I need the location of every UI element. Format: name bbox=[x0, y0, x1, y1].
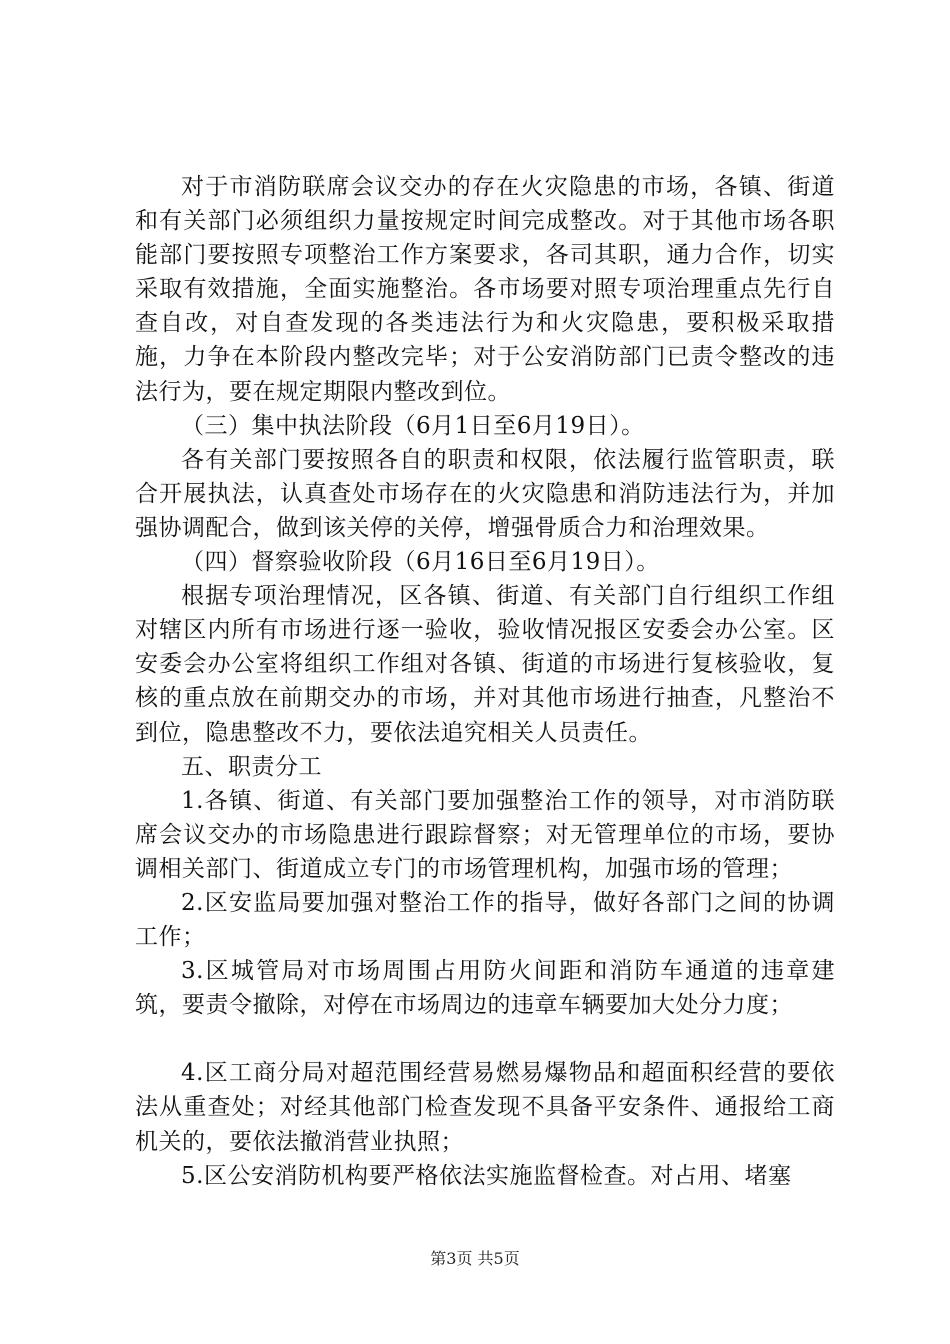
paragraph-market-rectification: 对于市消防联席会议交办的存在火灾隐患的市场，各镇、街道和有关部门必须组织力量按规定时间完成整改。对于其他市场各职能部门要按照专项整治工作方案要求，各司其职，通力合作，切实采取有效措施，全面实施整治。各市场要对照专项治理重点先行自查自改，对自查发现的各类违法行为和火灾隐患，要积极采取措施，力争在本阶段内整改完毕；对于公安消防部门已责令整改的违法行为，要在规定期限内整改到位。 bbox=[135, 174, 835, 405]
document-body bbox=[135, 170, 835, 1193]
heading-phase-four: （四）督察验收阶段（6月16日至6月19日）。 bbox=[181, 549, 660, 576]
heading-phase-three: （三）集中执法阶段（6月1日至6月19日）。 bbox=[181, 412, 645, 439]
blank-line bbox=[135, 1022, 835, 1056]
list-item-urban-management: 3.区城管局对市场周围占用防火间距和消防车通道的违章建筑，要责令撤除，对停在市场周边的违章车辆要加大处分力度； bbox=[135, 958, 835, 1019]
page-number-footer: 第3页 共5页 bbox=[430, 1249, 520, 1268]
list-item-towns-streets: 1.各镇、街道、有关部门要加强整治工作的领导，对市消防联席会议交办的市场隐患进行跟踪督察；对无管理单位的市场，要协调相关部门、街道成立专门的市场管理机构，加强市场的管理； bbox=[135, 787, 835, 882]
list-item-safety-bureau: 2.区安监局要加强对整治工作的指导，做好各部门之间的协调工作； bbox=[135, 889, 835, 951]
section-title-responsibilities: 五、职责分工 bbox=[181, 753, 322, 780]
list-item-industry-commerce: 4.区工商分局对超范围经营易燃易爆物品和超面积经营的要依法从重查处；对经其他部门检查发现不具备平安条件、通报给工商机关的，要依法撤消营业执照； bbox=[135, 1060, 835, 1155]
paragraph-inspection-acceptance: 根据专项治理情况，区各镇、街道、有关部门自行组织工作组对辖区内所有市场进行逐一验收，验收情况报区安委会办公室。区安委会办公室将组织工作组对各镇、街道的市场进行复核验收，复核的重点放在前期交办的市场，并对其他市场进行抽查，凡整治不到位，隐患整改不力，要依法追究相关人员责任。 bbox=[135, 583, 835, 746]
paragraph-joint-enforcement: 各有关部门要按照各自的职责和权限，依法履行监管职责，联合开展执法，认真查处市场存在的火灾隐患和消防违法行为，并加强协调配合，做到该关停的关停，增强骨质合力和治理效果。 bbox=[135, 446, 835, 541]
list-item-fire-police: 5.区公安消防机构要严格依法实施监督检查。对占用、堵塞 bbox=[181, 1162, 792, 1189]
